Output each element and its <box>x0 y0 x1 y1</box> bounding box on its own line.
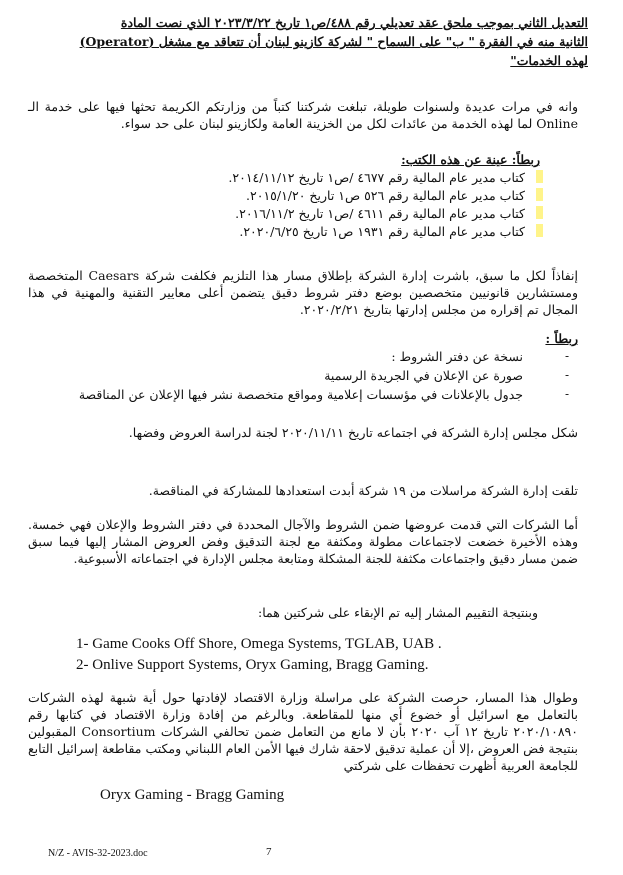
paragraph-online-service: وانه في مرات عديدة ولسنوات طويلة، تبلغت شركتنا كتباً من وزارتكم الكريمة تحثها فيها على خدمة الـ Online لما لهذه الخدمة من عائدات لكل من الخزينة العامة ولكازينو لبنان على حد سواء. <box>28 99 578 131</box>
attachment-item: جدول بالإعلانات في مؤسسات إعلامية ومواقع متخصصة نشر فيها الإعلان عن المناقصة <box>78 387 523 402</box>
intro-line-3: لهذه الخدمات" <box>510 53 588 68</box>
highlight-marker <box>536 206 543 219</box>
intro-line-1: التعديل الثاني بموجب ملحق عقد تعديلي رقم ٤٨٨/ص١ تاريخ ٢٠٢٣/٣/٢٢ الذي نصت المادة <box>120 15 588 30</box>
page-number: 7 <box>266 846 272 858</box>
paragraph-committee: شكل مجلس إدارة الشركة في اجتماعه تاريخ ٢٠٢٠/١١/١١ لجنة لدراسة العروض وفضها. <box>128 425 578 440</box>
attachment-item: نسخة عن دفتر الشروط : <box>391 349 523 364</box>
attachments-heading-1: ربطاً: عينة عن هذه الكتب: <box>401 152 540 167</box>
letter-item: كتاب مدير عام المالية رقم ٤٦١١ /ص١ تاريخ ٢٠١٦/١١/٢. <box>235 206 525 221</box>
document-reference: N/Z - AVIS-32-2023.doc <box>48 848 148 859</box>
attachment-item: صورة عن الإعلان في الجريدة الرسمية <box>324 368 523 383</box>
highlight-marker <box>536 170 543 183</box>
bullet-dash: - <box>565 368 570 382</box>
paragraph-evaluation-result: وبنتيجة التقييم المشار إليه تم الإبقاء على شركتين هما: <box>257 605 538 620</box>
paragraph-caesars: إنفاذاً لكل ما سبق، باشرت إدارة الشركة بإطلاق مسار هذا التلزيم فكلفت شركة Caesars المتخصصة ومستشارين قانونيين متخصصين بوضع دفتر شروط دقيق يتضمن أعلى معايير التقنية والمهنية في هذا المجال تم إقراره من مجلس إدارتها بتاريخ ٢٠٢٠/٢/٢١. <box>28 268 578 317</box>
letter-item: كتاب مدير عام المالية رقم ٥٢٦ ص١ تاريخ ٢٠١٥/١/٢٠. <box>246 188 525 203</box>
bullet-dash: - <box>565 387 570 401</box>
attachments-heading-2: ربطاً : <box>545 331 578 346</box>
reserved-companies: Oryx Gaming - Bragg Gaming <box>100 787 285 803</box>
paragraph-19-companies: تلقت إدارة الشركة مراسلات من ١٩ شركة أبدت استعدادها للمشاركة في المناقصة. <box>148 483 578 498</box>
highlight-marker <box>536 188 543 201</box>
paragraph-economy-ministry: وطوال هذا المسار، حرصت الشركة على مراسلة وزارة الاقتصاد لإفادتها حول أية شبهة لهذه الشركات بالتعامل مع اسرائيل أو خضوع أي منها للمقاطعة. وبالرغم من إفادة وزارة الاقتصاد في كتابها رقم ٢٠٢٠/١٠٨٩٠ تاريخ ١٢ آب ٢٠٢٠ بأن لا مانع من التعامل ضمن تحالفي الشركات Consortium المقبولين بنتيجة فض العروض ،إلا أن عملية تدقيق لاحقة شارك فيها الأمن العام اللبناني ومكتب مقاطعة إسرائيل التابع للجامعة العربية أظهرت تحفظات على شركتي <box>28 690 578 773</box>
bullet-dash: - <box>565 349 570 363</box>
letter-item: كتاب مدير عام المالية رقم ١٩٣١ ص١ تاريخ ٢٠٢٠/٦/٢٥. <box>239 224 525 239</box>
company-group-1: 1- Game Cooks Off Shore, Omega Systems, TGLAB, UAB . <box>76 636 442 652</box>
letter-item: كتاب مدير عام المالية رقم ٤٦٧٧ /ص١ تاريخ ٢٠١٤/١١/١٢. <box>228 170 525 185</box>
company-group-2: 2- Onlive Support Systems, Oryx Gaming, Bragg Gaming. <box>76 657 429 673</box>
intro-line-2: الثانية منه في الفقرة " ب" على السماح " لشركة كازينو لبنان أن تتعاقد مع مشغل (Operator) <box>79 34 588 49</box>
paragraph-five-offers: أما الشركات التي قدمت عروضها ضمن الشروط والآجال المحددة في دفتر الشروط والإعلان فهي خمسة. وهذه الأخيرة خضعت لاجتماعات مطولة ومكثفة مع لجنة التدقيق وفض العروض المشار إليها فيما سبق ضمن مسار دقيق واجتماعات مكثفة للجنة المشكلة ومتابعة مجلس الإدارة في اجتماعاته الأسبوعية. <box>28 517 578 566</box>
highlight-marker <box>536 224 543 237</box>
